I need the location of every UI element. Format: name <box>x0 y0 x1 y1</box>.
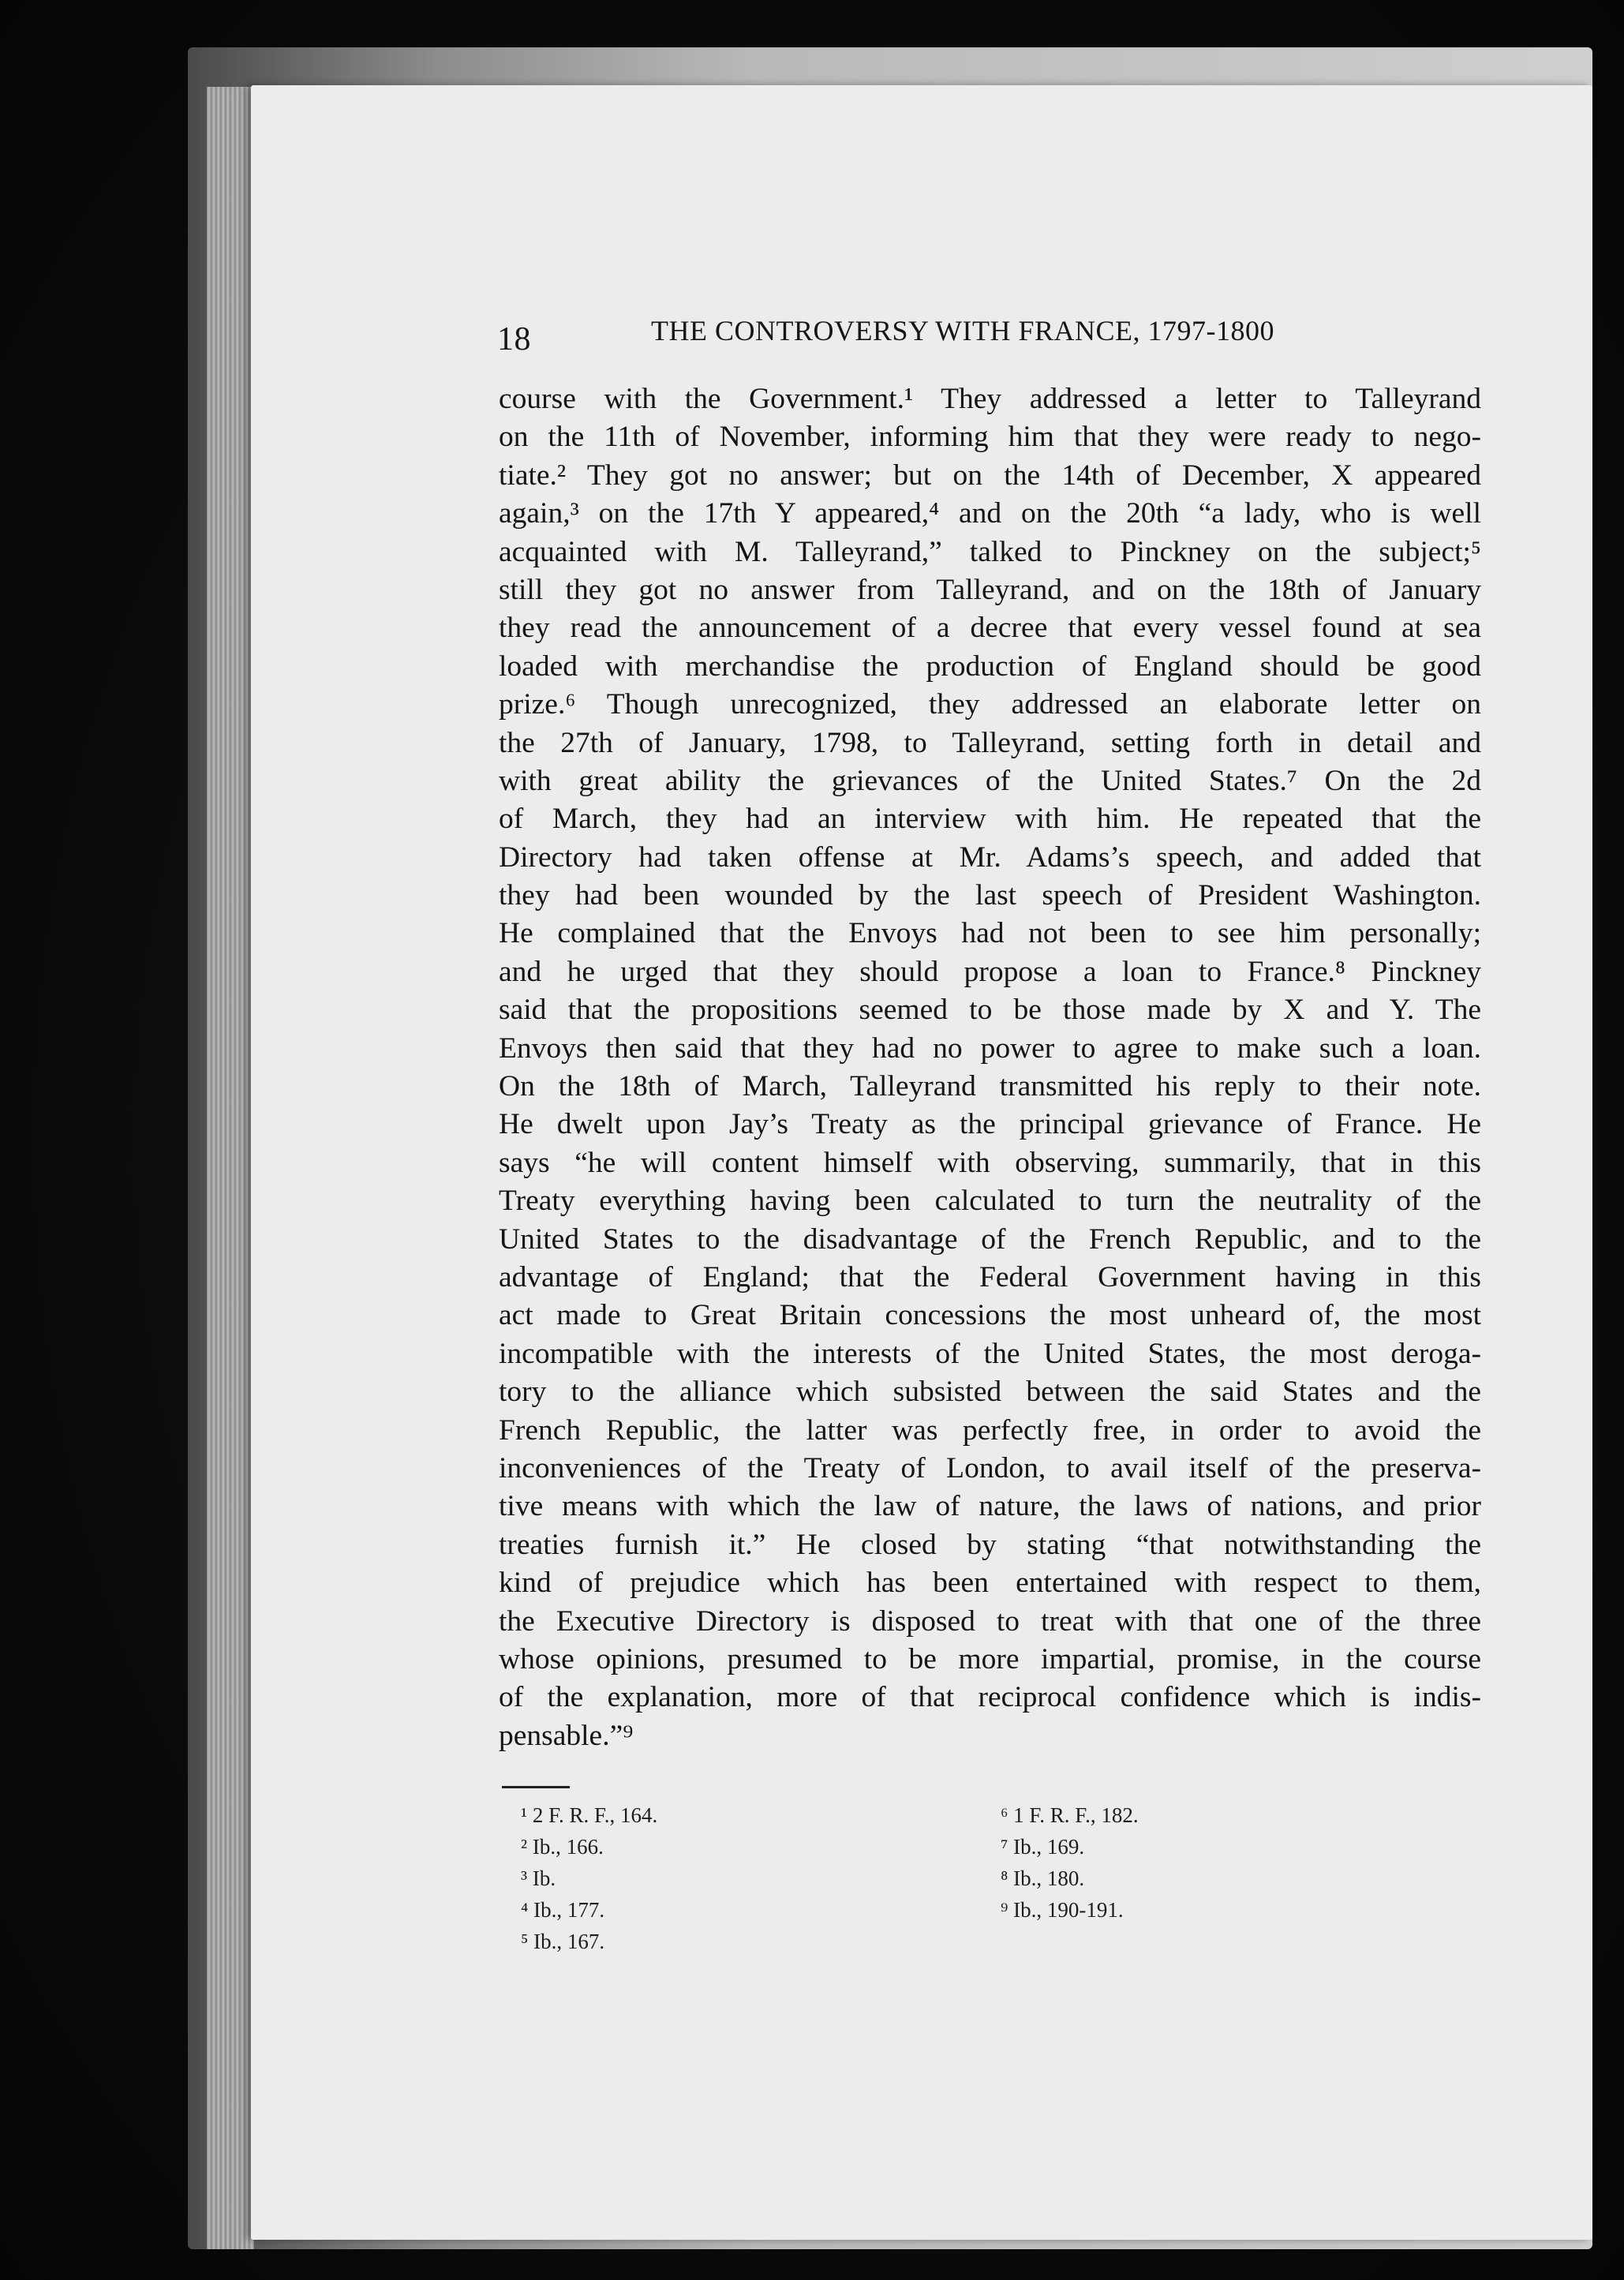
footnotes-right-column <box>1001 1799 1139 1926</box>
footnote-rule <box>502 1786 570 1788</box>
body-line: still they got no answer from Talleyrand, and on the 18th of January <box>499 573 1481 606</box>
body-line: acquainted with M. Talleyrand,” talked to Pinckney on the subject;⁵ <box>499 535 1481 568</box>
page-edges <box>207 87 254 2249</box>
body-line: He dwelt upon Jay’s Treaty as the principal grievance of France. He <box>499 1108 1481 1141</box>
body-line: Envoys then said that they had no power to agree to make such a loan. <box>499 1031 1481 1065</box>
body-line: with great ability the grievances of the United States.⁷ On the 2d <box>499 764 1481 797</box>
body-line: course with the Government.¹ They addressed a letter to Talleyrand <box>499 383 1481 415</box>
body-line: treaties furnish it.” He closed by stating “that notwithstanding the <box>499 1528 1481 1561</box>
body-line: United States to the disadvantage of the French Republic, and to the <box>499 1222 1481 1256</box>
body-line: incompatible with the interests of the United States, the most deroga- <box>499 1337 1481 1370</box>
body-line: act made to Great Britain concessions the most unheard of, the most <box>499 1299 1481 1332</box>
body-line: On the 18th of March, Talleyrand transmitted his reply to their note. <box>499 1070 1481 1103</box>
body-line: said that the propositions seemed to be those made by X and Y. The <box>499 994 1481 1027</box>
body-line: the 27th of January, 1798, to Talleyrand, setting forth in detail and <box>499 726 1481 759</box>
running-head <box>497 314 1326 361</box>
body-line: again,³ on the 17th Y appeared,⁴ and on the 20th “a lady, who is well <box>499 497 1481 530</box>
body-line: the Executive Directory is disposed to treat with that one of the three <box>499 1604 1481 1638</box>
body-line: they read the announcement of a decree that every vessel found at sea <box>499 612 1481 645</box>
body-line: pensable.”⁹ <box>499 1719 634 1752</box>
footnote: ⁷ Ib., 169. <box>1001 1835 1085 1859</box>
body-line: kind of prejudice which has been entertained with respect to them, <box>499 1567 1481 1600</box>
body-line: advantage of England; that the Federal Government having in this <box>499 1260 1481 1293</box>
body-line: tiate.² They got no answer; but on the 14th of December, X appeared <box>499 459 1481 492</box>
body-line: loaded with merchandise the production of England should be good <box>499 650 1481 683</box>
footnote: ⁸ Ib., 180. <box>1001 1866 1085 1890</box>
body-line: whose opinions, presumed to be more impartial, promise, in the course <box>499 1642 1481 1675</box>
page-number: 18 <box>497 321 531 358</box>
body-line: He complained that the Envoys had not been to see him personally; <box>499 917 1481 950</box>
footnote: ¹ 2 F. R. F., 164. <box>521 1803 658 1827</box>
body-line: tory to the alliance which subsisted between the said States and the <box>499 1376 1481 1409</box>
body-line: Treaty everything having been calculated to turn the neutrality of the <box>499 1185 1481 1218</box>
footnote: ⁹ Ib., 190-191. <box>1001 1898 1124 1922</box>
body-line: and he urged that they should propose a loan to France.⁸ Pinckney <box>499 955 1481 988</box>
body-line: Directory had taken offense at Mr. Adams’s speech, and added that <box>499 840 1481 874</box>
body-line: French Republic, the latter was perfectly free, in order to avoid the <box>499 1413 1481 1447</box>
running-head-title: THE CONTROVERSY WITH FRANCE, 1797-1800 <box>651 315 1274 346</box>
body-line: of March, they had an interview with him. He repeated that the <box>499 803 1481 836</box>
body-line: prize.⁶ Though unrecognized, they addressed an elaborate letter on <box>499 688 1481 721</box>
body-line: of the explanation, more of that reciprocal confidence which is indis- <box>499 1681 1481 1714</box>
body-text <box>499 380 1481 1755</box>
body-line: tive means with which the law of nature, the laws of nations, and prior <box>499 1490 1481 1523</box>
footnotes-left-column <box>521 1799 657 1957</box>
footnote: ³ Ib. <box>521 1866 556 1890</box>
body-line: inconveniences of the Treaty of London, to avail itself of the preserva- <box>499 1451 1481 1484</box>
footnote: ⁶ 1 F. R. F., 182. <box>1001 1803 1139 1827</box>
footnote: ⁵ Ib., 167. <box>521 1930 605 1953</box>
body-line: says “he will content himself with observing, summarily, that in this <box>499 1146 1481 1179</box>
body-line: they had been wounded by the last speech of President Washington. <box>499 879 1481 912</box>
footnote: ² Ib., 166. <box>521 1835 604 1859</box>
body-line: on the 11th of November, informing him that they were ready to nego- <box>499 421 1481 454</box>
footnote: ⁴ Ib., 177. <box>521 1898 605 1922</box>
